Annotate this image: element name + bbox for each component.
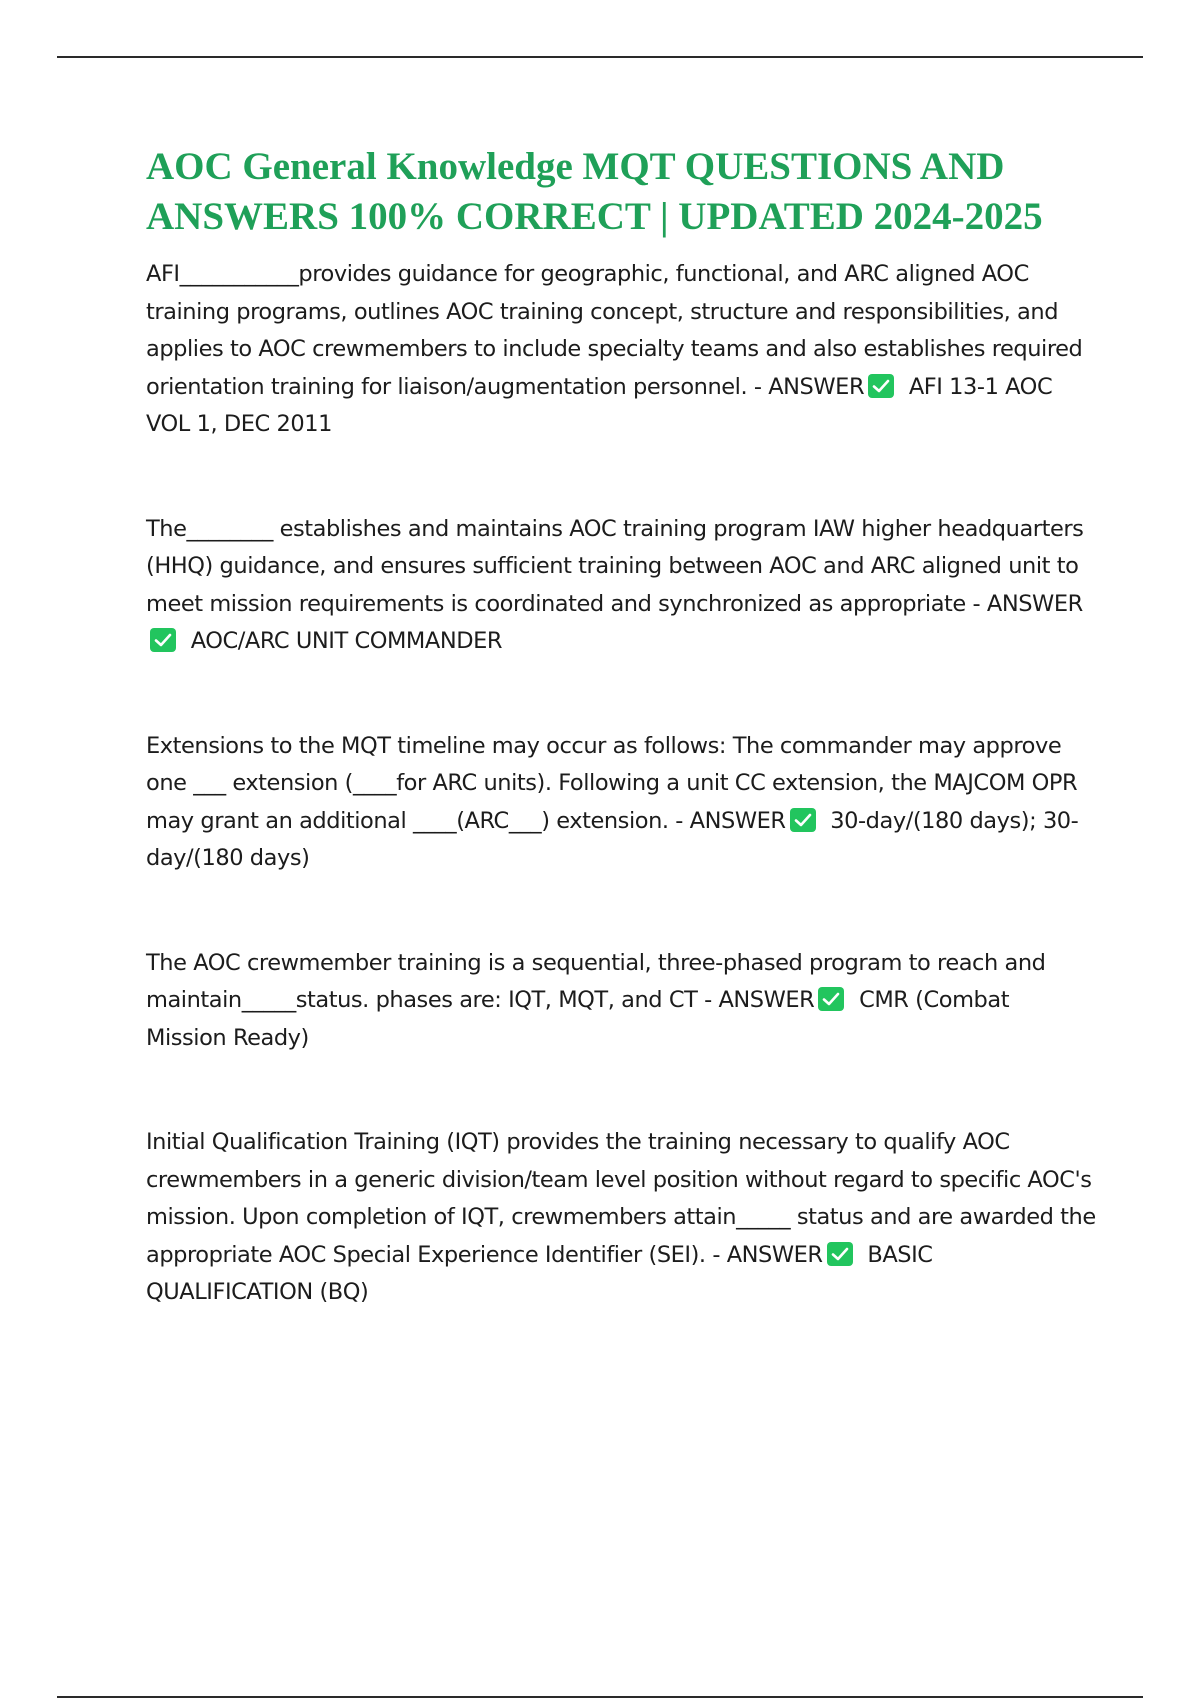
question-text: AFI___________provides guidance for geographic, functional, and ARC aligned AOC training programs, outlines AOC training concept, structure and responsibilities, and applies to AOC crewmembers to include specialty teams and also establishes required orientation training for liaison/augmentation personnel.	[146, 261, 1083, 400]
answer-text: 30-day/(180 days); 30-day/(180 days)	[146, 807, 1079, 871]
check-mark-icon	[818, 987, 844, 1011]
qa-item	[146, 945, 1096, 1058]
bottom-divider	[57, 1696, 1143, 1698]
question-text: The AOC crewmember training is a sequential, three-phased program to reach and maintain_____status. phases are: IQT, MQT, and CT	[146, 949, 1046, 1013]
qa-item	[146, 728, 1096, 878]
document-body	[146, 142, 1096, 1312]
question-text: Initial Qualification Training (IQT) provides the training necessary to qualify AOC crewmembers in a generic division/team level position without regard to specific AOC's mission. Upon completion of IQT, crewmembers attain_____ status and are awarded the appropriate AOC Special Experience Identifier (SEI).	[146, 1129, 1096, 1268]
question-text: Extensions to the MQT timeline may occur as follows: The commander may approve one ___ extension (____for ARC units). Following a unit CC extension, the MAJCOM OPR may grant an additional ____(ARC___) extension.	[146, 732, 1078, 834]
top-divider	[57, 56, 1143, 58]
answer-text: BASIC QUALIFICATION (BQ)	[146, 1241, 933, 1305]
document-title: AOC General Knowledge MQT QUESTIONS AND ANSWERS 100% CORRECT | UPDATED 2024-2025	[146, 145, 1043, 238]
answer-marker: - ANSWER	[972, 590, 1083, 617]
question-text: The________ establishes and maintains AOC training program IAW higher headquarters (HHQ) guidance, and ensures sufficient training between AOC and ARC aligned unit to meet mission requirements is coordinated and synchronized as appropriate	[146, 515, 1084, 617]
answer-marker: - ANSWER	[675, 807, 786, 834]
check-mark-icon	[868, 374, 894, 398]
qa-item	[146, 511, 1096, 661]
qa-item	[146, 1124, 1096, 1312]
check-mark-icon	[150, 628, 176, 652]
answer-marker: - ANSWER	[712, 1241, 823, 1268]
answer-text: AOC/ARC UNIT COMMANDER	[190, 628, 503, 654]
check-mark-icon	[790, 808, 816, 832]
answer-marker: - ANSWER	[704, 987, 815, 1013]
answer-marker: - ANSWER	[753, 373, 865, 400]
check-mark-icon	[827, 1242, 853, 1266]
answer-text: AFI 13-1 AOC VOL 1, DEC 2011	[146, 373, 1053, 437]
qa-item	[146, 256, 1096, 444]
answer-text: CMR (Combat Mission Ready)	[146, 987, 1010, 1051]
